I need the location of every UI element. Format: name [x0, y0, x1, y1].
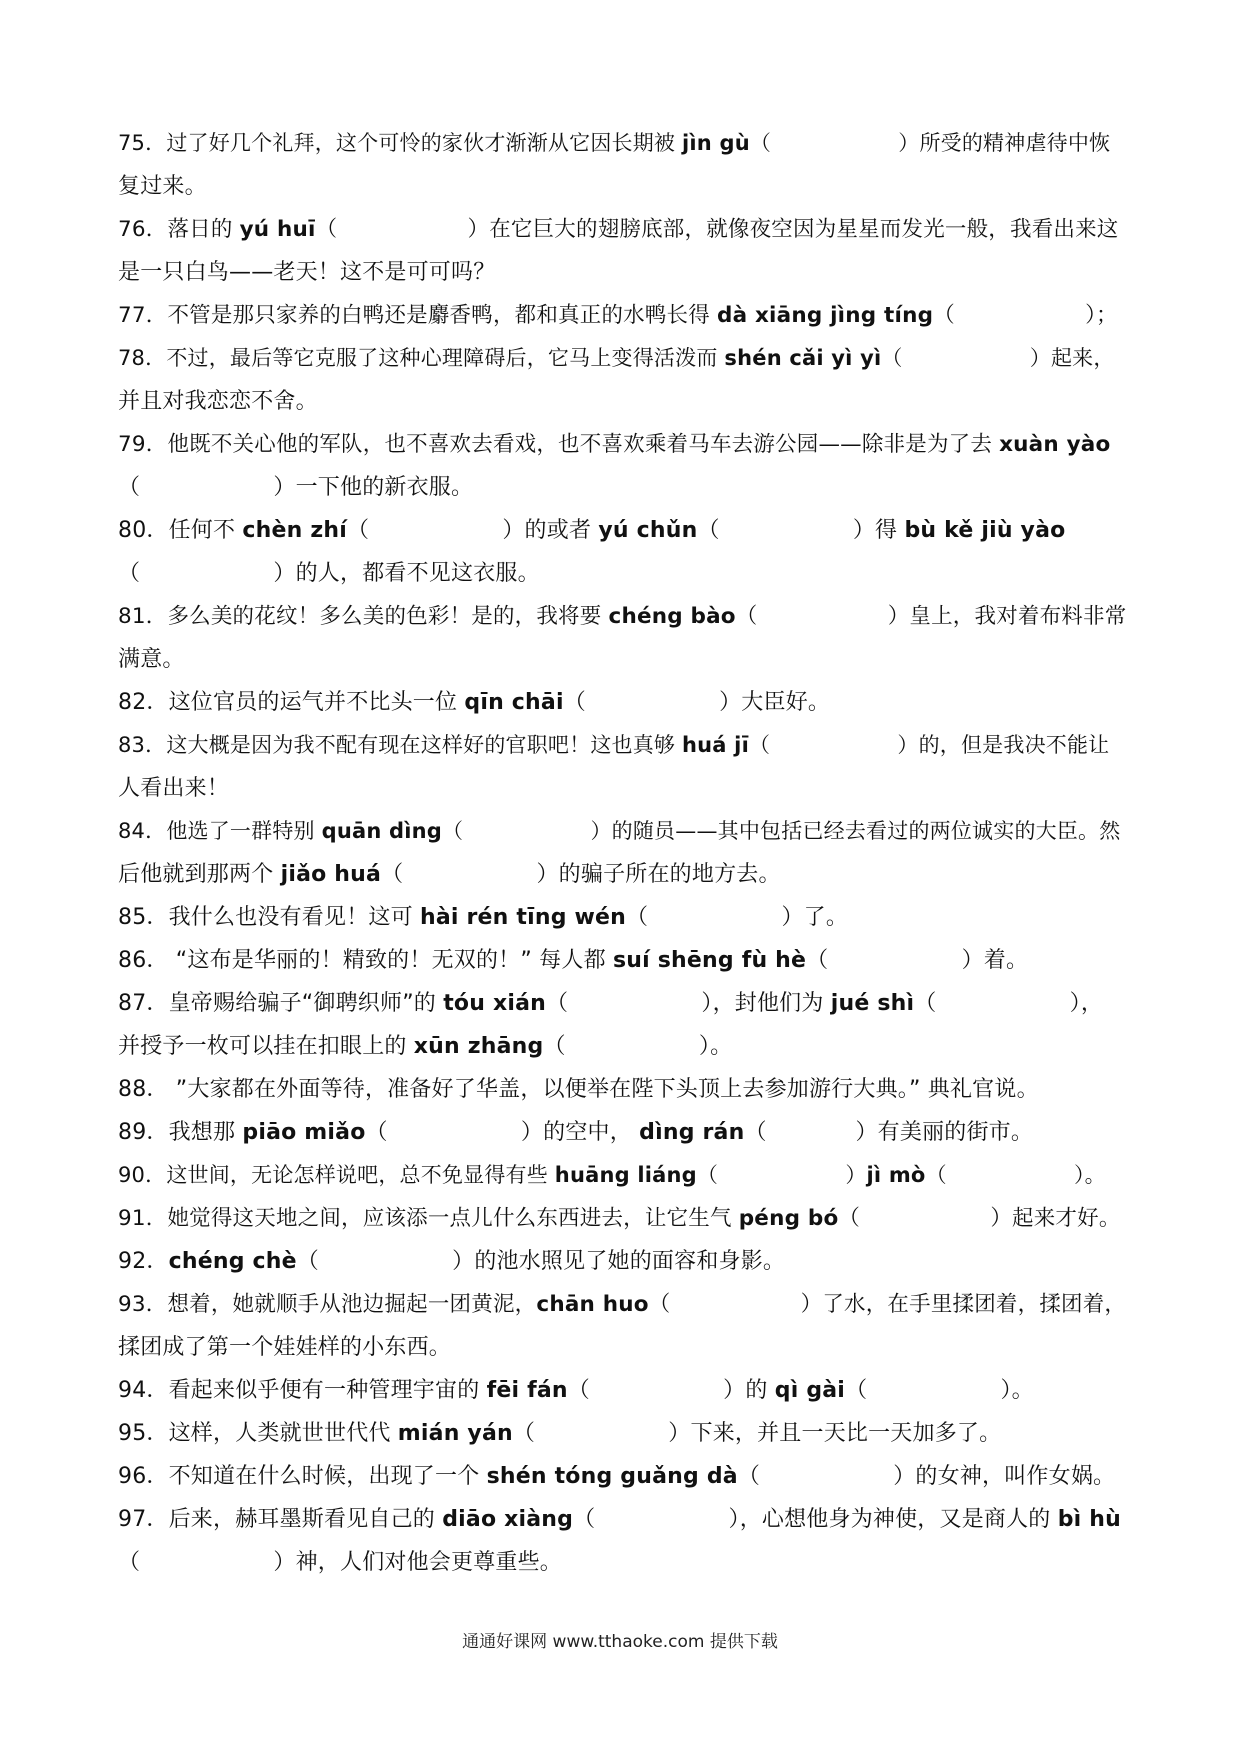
sentence-text: （ ）的女神，叫作女娲。 [737, 1464, 1116, 1489]
text-line [118, 896, 1128, 939]
text-line [118, 681, 1128, 724]
sentence-text: 90．这世间，无论怎样说吧，总不免显得有些 [118, 1163, 555, 1187]
sentence-text: 79．他既不关心他的军队，也不喜欢去看戏，也不喜欢乘着马车去游公园——除非是为了去 [118, 432, 1000, 457]
text-line [118, 1197, 1128, 1240]
sentence-text: （ ），心想他身为神使，又是商人的 [573, 1507, 1058, 1532]
text-line [118, 638, 1128, 681]
pinyin-prompt: qì gài [774, 1378, 846, 1403]
sentence-text: 88． ”大家都在外面等待，准备好了华盖，以便举在陛下头顶上去参加游行大典。” 典礼官说。 [118, 1077, 1039, 1102]
pinyin-prompt: bì hù [1057, 1507, 1121, 1532]
sentence-text: （ ）了水，在手里揉团着，揉团着， [648, 1292, 1127, 1317]
sentence-text: 93．想着，她就顺手从池边掘起一团黄泥， [118, 1292, 537, 1317]
pinyin-prompt: chéng chè [168, 1249, 297, 1274]
text-line [118, 1369, 1128, 1412]
text-line [118, 208, 1128, 251]
sentence-text: （ ）下来，并且一天比一天加多了。 [512, 1421, 1002, 1446]
sentence-text: （ ）着。 [806, 948, 1029, 973]
sentence-text: （ ）有美丽的街市。 [744, 1120, 1034, 1145]
sentence-text: （ ）神，人们对他会更尊重些。 [118, 1550, 563, 1575]
sentence-text: 揉团成了第一个娃娃样的小东西。 [118, 1335, 452, 1360]
pinyin-prompt: dà xiāng jìng tíng [717, 303, 934, 328]
pinyin-prompt: jìn gù [682, 131, 750, 155]
sentence-text: 96．不知道在什么时候，出现了一个 [118, 1464, 487, 1489]
text-line [118, 982, 1128, 1025]
sentence-text: 83．这大概是因为我不配有现在这样好的官职吧！这也真够 [118, 733, 682, 757]
text-line [118, 1240, 1128, 1283]
sentence-text: 89．我想那 [118, 1120, 243, 1145]
text-line [118, 380, 1128, 423]
sentence-text: （ ）皇上，我对着布料非常 [735, 604, 1127, 629]
text-line [118, 939, 1128, 982]
text-line [118, 1412, 1128, 1455]
text-line [118, 1541, 1128, 1584]
sentence-text: 后他就到那两个 [118, 862, 281, 887]
pinyin-prompt: jiǎo huá [280, 862, 382, 887]
sentence-text: （ ）的空中， [365, 1120, 640, 1145]
sentence-text: （ ）大臣好。 [563, 690, 831, 715]
pinyin-prompt: bù kě jiù yào [904, 518, 1066, 543]
sentence-text: 78．不过，最后等它克服了这种心理障碍后，它马上变得活泼而 [118, 346, 725, 370]
text-line [118, 509, 1128, 552]
pinyin-prompt: chān huo [536, 1292, 649, 1317]
text-line [118, 1111, 1128, 1154]
sentence-text: （ ）。 [925, 1163, 1106, 1187]
exercise-sheet [118, 122, 1128, 1584]
text-line [118, 810, 1128, 853]
text-line [118, 1154, 1128, 1197]
sentence-text: （ ）； [933, 303, 1118, 328]
sentence-text: （ ）了。 [626, 905, 849, 930]
text-line [118, 122, 1128, 165]
pinyin-prompt: hài rén tīng wén [420, 905, 627, 930]
sentence-text: （ ）的或者 [346, 518, 599, 543]
sentence-text: 87．皇帝赐给骗子“御聘织师”的 [118, 991, 444, 1016]
sentence-text: （ ）一下他的新衣服。 [118, 475, 474, 500]
sentence-text: 94．看起来似乎便有一种管理宇宙的 [118, 1378, 487, 1403]
sentence-text: 复过来。 [118, 174, 207, 199]
page-footer: 通通好课网 www.tthaoke.com 提供下载 [462, 1632, 778, 1652]
pinyin-prompt: jì mò [866, 1163, 926, 1187]
sentence-text: （ ）在它巨大的翅膀底部，就像夜空因为星星而发光一般，我看出来这 [315, 217, 1119, 242]
text-line [118, 595, 1128, 638]
pinyin-prompt: quān dìng [321, 819, 443, 843]
sentence-text: 满意。 [118, 647, 185, 672]
pinyin-prompt: mián yán [397, 1421, 513, 1446]
sentence-text: （ ），封他们为 [545, 991, 831, 1016]
sentence-text: （ ）的人，都看不见这衣服。 [118, 561, 540, 586]
sentence-text: 并且对我恋恋不舍。 [118, 389, 318, 414]
sentence-text: （ ）的随员——其中包括已经去看过的两位诚实的大臣。然 [442, 819, 1121, 843]
text-line [118, 853, 1128, 896]
pinyin-prompt: dìng rán [639, 1120, 745, 1145]
sentence-text: （ ）的骗子所在的地方去。 [381, 862, 781, 887]
pinyin-prompt: yú huī [239, 217, 316, 242]
pinyin-prompt: tóu xián [443, 991, 546, 1016]
pinyin-prompt: xūn zhāng [413, 1034, 544, 1059]
pinyin-prompt: xuàn yào [999, 432, 1111, 457]
pinyin-prompt: fēi fán [486, 1378, 568, 1403]
sentence-text: 85．我什么也没有看见！这可 [118, 905, 420, 930]
sentence-text: （ ）起来才好。 [838, 1206, 1121, 1231]
sentence-text: 95．这样，人类就世世代代 [118, 1421, 398, 1446]
pinyin-prompt: diāo xiàng [442, 1507, 574, 1532]
text-line [118, 767, 1128, 810]
pinyin-prompt: huá jī [682, 733, 749, 757]
pinyin-prompt: chèn zhí [242, 518, 347, 543]
sentence-text: （ ）的 [567, 1378, 775, 1403]
pinyin-prompt: qīn chāi [464, 690, 564, 715]
pinyin-prompt: yú chǔn [598, 518, 698, 543]
sentence-text: 81．多么美的花纹！多么美的色彩！是的，我将要 [118, 604, 609, 629]
sentence-text: 是一只白鸟——老天！这不是可可吗？ [118, 260, 496, 285]
pinyin-prompt: péng bó [738, 1206, 839, 1231]
sentence-text: 77．不管是那只家养的白鸭还是麝香鸭，都和真正的水鸭长得 [118, 303, 717, 328]
pinyin-prompt: huāng liáng [554, 1163, 697, 1187]
pinyin-prompt: chéng bào [608, 604, 736, 629]
sentence-text: （ ）的池水照见了她的面容和身影。 [296, 1249, 786, 1274]
pinyin-prompt: shén cǎi yì yì [724, 346, 882, 370]
sentence-text: （ ）。 [845, 1378, 1034, 1403]
text-line [118, 423, 1128, 466]
sentence-text: （ ）， [914, 991, 1104, 1016]
sentence-text: 人看出来！ [118, 776, 230, 801]
text-line [118, 1068, 1128, 1111]
text-line [118, 1025, 1128, 1068]
text-line [118, 724, 1128, 767]
sentence-text: 80．任何不 [118, 518, 243, 543]
pinyin-prompt: shén tóng guǎng dà [486, 1464, 738, 1489]
text-line [118, 1326, 1128, 1369]
sentence-text: 97．后来，赫耳墨斯看见自己的 [118, 1507, 443, 1532]
text-line [118, 1283, 1128, 1326]
sentence-text: 84．他选了一群特别 [118, 819, 322, 843]
text-line [118, 1455, 1128, 1498]
sentence-text: 75．过了好几个礼拜，这个可怜的家伙才渐渐从它因长期被 [118, 131, 682, 155]
sentence-text: 并授予一枚可以挂在扣眼上的 [118, 1034, 414, 1059]
sentence-text: （ ）所受的精神虐待中恢 [749, 131, 1111, 155]
sentence-text: 76．落日的 [118, 217, 240, 242]
sentence-text: （ ）起来， [881, 346, 1115, 370]
pinyin-prompt: suí shēng fù hè [612, 948, 807, 973]
text-line [118, 251, 1128, 294]
pinyin-prompt: jué shì [830, 991, 915, 1016]
sentence-text: （ ） [696, 1163, 867, 1187]
sentence-text: 86． “这布是华丽的！精致的！无双的！” 每人都 [118, 948, 613, 973]
sentence-text: 91．她觉得这天地之间，应该添一点儿什么东西进去，让它生气 [118, 1206, 739, 1231]
sentence-text: 82．这位官员的运气并不比头一位 [118, 690, 465, 715]
sentence-text: （ ）的，但是我决不能让 [748, 733, 1110, 757]
text-line [118, 466, 1128, 509]
text-line [118, 552, 1128, 595]
pinyin-prompt: piāo miǎo [242, 1120, 366, 1145]
text-line [118, 294, 1128, 337]
text-line [118, 1498, 1128, 1541]
sentence-text: （ ）。 [543, 1034, 733, 1059]
sentence-text: 92． [118, 1249, 169, 1274]
text-line [118, 337, 1128, 380]
text-line [118, 165, 1128, 208]
sentence-text: （ ）得 [697, 518, 905, 543]
